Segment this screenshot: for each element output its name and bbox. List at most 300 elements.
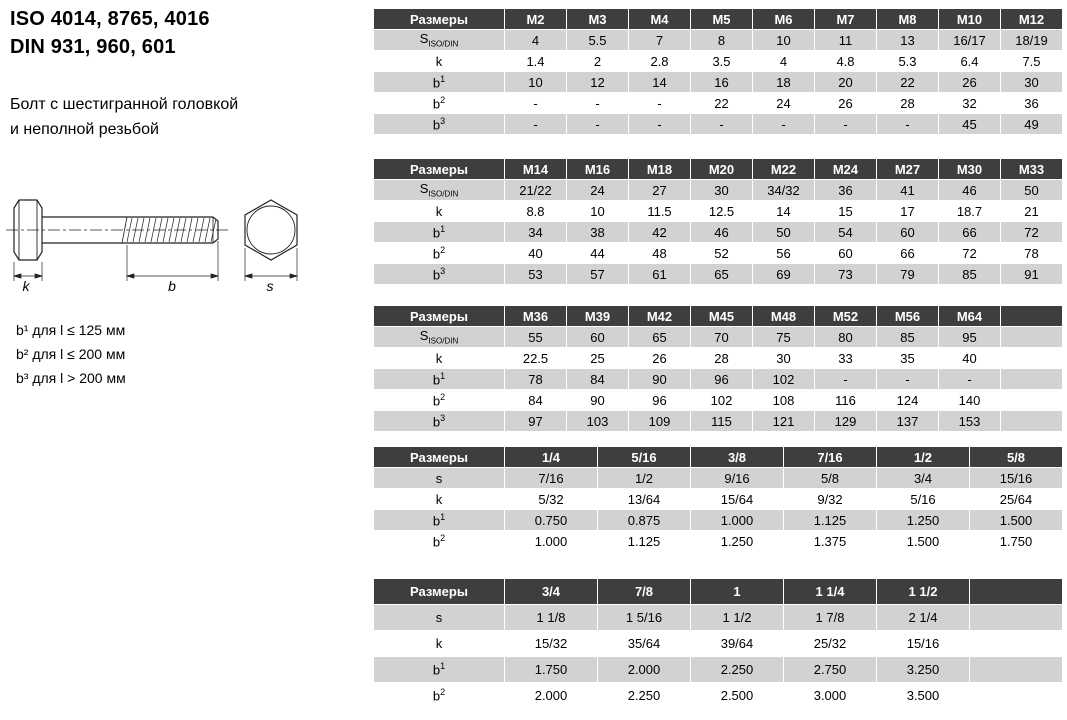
value-cell: 1 1/8 [505, 605, 597, 630]
col-header-3-4: 3/4 [505, 579, 597, 604]
value-cell: - [691, 114, 752, 134]
row-label-s-iso-din: $S_{ISO/DIN}$ [374, 30, 504, 50]
table-row [374, 369, 1062, 389]
value-cell: 124 [877, 390, 938, 410]
table-row [374, 30, 1062, 50]
value-cell: 52 [691, 243, 752, 263]
row-label-b1: $b^1$ [374, 510, 504, 530]
value-cell: 72 [939, 243, 1000, 263]
value-cell: 70 [691, 327, 752, 347]
value-cell: 30 [1001, 72, 1062, 92]
tables-panel [373, 0, 1065, 720]
col-header-m27: M27 [877, 159, 938, 179]
value-cell [1001, 327, 1062, 347]
value-cell: 102 [691, 390, 752, 410]
bolt-side-view [6, 200, 230, 260]
col-header-m18: M18 [629, 159, 690, 179]
row-label-b1: $b^1$ [374, 72, 504, 92]
value-cell: 109 [629, 411, 690, 431]
value-cell: 121 [753, 411, 814, 431]
row-label-b2: $b^2$ [374, 93, 504, 113]
value-cell: 28 [691, 348, 752, 368]
table-row [374, 683, 1062, 708]
value-cell [1001, 369, 1062, 389]
value-cell: 25/32 [784, 631, 876, 656]
value-cell: 72 [1001, 222, 1062, 242]
value-cell: - [505, 93, 566, 113]
value-cell: - [939, 369, 1000, 389]
value-cell: 60 [877, 222, 938, 242]
value-cell: 18.7 [939, 201, 1000, 221]
col-header-m33: M33 [1001, 159, 1062, 179]
row-label-b2: $b^2$ [374, 243, 504, 263]
col-header-m3: M3 [567, 9, 628, 29]
value-cell: 1/2 [598, 468, 690, 488]
product-description [10, 92, 238, 142]
value-cell: 34/32 [753, 180, 814, 200]
value-cell: 50 [753, 222, 814, 242]
value-cell: 53 [505, 264, 566, 284]
value-cell: 15/16 [970, 468, 1062, 488]
row-label-b3: $b^3$ [374, 411, 504, 431]
col-header-7-8: 7/8 [598, 579, 690, 604]
value-cell: 0.875 [598, 510, 690, 530]
left-panel [0, 0, 373, 720]
table-row [374, 510, 1062, 530]
dimension-table-inch-3-4-to-1-1-2 [373, 578, 1063, 709]
value-cell: 96 [691, 369, 752, 389]
value-cell: - [567, 93, 628, 113]
value-cell: 22 [691, 93, 752, 113]
value-cell: 5/16 [877, 489, 969, 509]
col-header-m2: M2 [505, 9, 566, 29]
value-cell: 3.5 [691, 51, 752, 71]
value-cell: 42 [629, 222, 690, 242]
col-header-3-8: 3/8 [691, 447, 783, 467]
value-cell: - [753, 114, 814, 134]
table-row [374, 243, 1062, 263]
value-cell: 5/8 [784, 468, 876, 488]
value-cell: - [629, 114, 690, 134]
value-cell: 15/16 [877, 631, 969, 656]
dim-label-s: s [266, 278, 274, 294]
footnote-b1: b¹ для l ≤ 125 мм [16, 322, 126, 338]
value-cell: 36 [815, 180, 876, 200]
value-cell: 78 [1001, 243, 1062, 263]
value-cell: 4.8 [815, 51, 876, 71]
table-row [374, 222, 1062, 242]
table-row [374, 114, 1062, 134]
table-row [374, 201, 1062, 221]
value-cell: 60 [567, 327, 628, 347]
value-cell: 26 [629, 348, 690, 368]
value-cell: 2.250 [598, 683, 690, 708]
col-header-1-2: 1/2 [877, 447, 969, 467]
value-cell: 24 [753, 93, 814, 113]
value-cell: 20 [815, 72, 876, 92]
table-header-row [374, 306, 1062, 326]
value-cell: 60 [815, 243, 876, 263]
value-cell: 5.3 [877, 51, 938, 71]
row-label-k: k [374, 348, 504, 368]
col-header-empty [1001, 306, 1062, 326]
value-cell: 15/64 [691, 489, 783, 509]
value-cell: 1.000 [505, 531, 597, 551]
value-cell [970, 683, 1062, 708]
value-cell: 41 [877, 180, 938, 200]
value-cell: 153 [939, 411, 1000, 431]
value-cell: 21 [1001, 201, 1062, 221]
product-description-line2: и неполной резьбой [10, 121, 159, 138]
value-cell: - [815, 369, 876, 389]
value-cell: 1.750 [970, 531, 1062, 551]
table-row [374, 468, 1062, 488]
value-cell: 35 [877, 348, 938, 368]
dim-label-b: b [168, 278, 176, 294]
col-header-m22: M22 [753, 159, 814, 179]
col-header-m4: M4 [629, 9, 690, 29]
table-row [374, 489, 1062, 509]
value-cell: 50 [1001, 180, 1062, 200]
value-cell: 45 [939, 114, 1000, 134]
value-cell: 35/64 [598, 631, 690, 656]
footnotes [16, 318, 126, 390]
col-header-m12: M12 [1001, 9, 1062, 29]
value-cell: 13/64 [598, 489, 690, 509]
value-cell: 2.750 [784, 657, 876, 682]
value-cell: 18/19 [1001, 30, 1062, 50]
col-header-m52: M52 [815, 306, 876, 326]
value-cell: 103 [567, 411, 628, 431]
table-row [374, 631, 1062, 656]
row-label-s-iso-din: $S_{ISO/DIN}$ [374, 180, 504, 200]
dimension-table-inch-1-4-to-5-8 [373, 446, 1063, 552]
value-cell: 75 [753, 327, 814, 347]
value-cell [970, 657, 1062, 682]
table-row [374, 327, 1062, 347]
value-cell: 39/64 [691, 631, 783, 656]
value-cell: 8.8 [505, 201, 566, 221]
value-cell: 85 [939, 264, 1000, 284]
col-header-m64: M64 [939, 306, 1000, 326]
table-row [374, 72, 1062, 92]
value-cell: 84 [567, 369, 628, 389]
value-cell: 3.000 [784, 683, 876, 708]
value-cell: 22 [877, 72, 938, 92]
value-cell: 1.4 [505, 51, 566, 71]
value-cell: 85 [877, 327, 938, 347]
table-header-row [374, 159, 1062, 179]
footnote-b3: b³ для l > 200 мм [16, 370, 126, 386]
value-cell: 6.4 [939, 51, 1000, 71]
col-header-m7: M7 [815, 9, 876, 29]
col-header-5-16: 5/16 [598, 447, 690, 467]
value-cell: 78 [505, 369, 566, 389]
col-header-m14: M14 [505, 159, 566, 179]
value-cell [1001, 348, 1062, 368]
bolt-technical-drawing-svg [6, 188, 316, 300]
value-cell: 1.750 [505, 657, 597, 682]
value-cell [1001, 390, 1062, 410]
row-label-k: k [374, 51, 504, 71]
value-cell: 25/64 [970, 489, 1062, 509]
value-cell: 3.500 [877, 683, 969, 708]
value-cell: 1.000 [691, 510, 783, 530]
col-header-m48: M48 [753, 306, 814, 326]
size-column-header: Размеры [374, 159, 504, 179]
value-cell: 40 [939, 348, 1000, 368]
value-cell: 4 [753, 51, 814, 71]
value-cell: 12.5 [691, 201, 752, 221]
value-cell: 80 [815, 327, 876, 347]
value-cell: 1.500 [877, 531, 969, 551]
row-label-k: k [374, 489, 504, 509]
row-label-b3: $b^3$ [374, 114, 504, 134]
value-cell: 65 [629, 327, 690, 347]
value-cell: 26 [939, 72, 1000, 92]
bolt-drawing [6, 188, 316, 305]
col-header-1-1-2: 1 1/2 [877, 579, 969, 604]
value-cell: 28 [877, 93, 938, 113]
value-cell: 33 [815, 348, 876, 368]
dimension-table-metric-m2-m12 [373, 8, 1063, 135]
col-header-m56: M56 [877, 306, 938, 326]
col-header-m16: M16 [567, 159, 628, 179]
table-row [374, 390, 1062, 410]
value-cell: 25 [567, 348, 628, 368]
table-row [374, 411, 1062, 431]
value-cell: 84 [505, 390, 566, 410]
table-row [374, 51, 1062, 71]
row-label-b3: $b^3$ [374, 264, 504, 284]
value-cell: 2 [567, 51, 628, 71]
row-label-b2: $b^2$ [374, 531, 504, 551]
value-cell: 1.125 [784, 510, 876, 530]
value-cell: 55 [505, 327, 566, 347]
value-cell: 10 [753, 30, 814, 50]
dimension-table-metric-m36-m64 [373, 305, 1063, 432]
value-cell: 32 [939, 93, 1000, 113]
value-cell: 129 [815, 411, 876, 431]
value-cell: 49 [1001, 114, 1062, 134]
table-row [374, 531, 1062, 551]
size-column-header: Размеры [374, 306, 504, 326]
row-label-k: k [374, 201, 504, 221]
value-cell: 61 [629, 264, 690, 284]
value-cell: 96 [629, 390, 690, 410]
table-row [374, 180, 1062, 200]
value-cell: 22.5 [505, 348, 566, 368]
value-cell: 56 [753, 243, 814, 263]
value-cell: 11.5 [629, 201, 690, 221]
col-header-m39: M39 [567, 306, 628, 326]
row-label-b1: $b^1$ [374, 222, 504, 242]
value-cell: 27 [629, 180, 690, 200]
value-cell: - [567, 114, 628, 134]
value-cell: 4 [505, 30, 566, 50]
value-cell: 30 [691, 180, 752, 200]
value-cell: 90 [629, 369, 690, 389]
value-cell: 115 [691, 411, 752, 431]
value-cell: 2.000 [598, 657, 690, 682]
col-header-m10: M10 [939, 9, 1000, 29]
value-cell: 1.250 [877, 510, 969, 530]
value-cell: 16/17 [939, 30, 1000, 50]
table-row [374, 264, 1062, 284]
col-header-empty [970, 579, 1062, 604]
value-cell: 26 [815, 93, 876, 113]
value-cell: 10 [505, 72, 566, 92]
value-cell: 69 [753, 264, 814, 284]
row-label-s: s [374, 605, 504, 630]
value-cell: 1.500 [970, 510, 1062, 530]
value-cell: 2.000 [505, 683, 597, 708]
din-standards-line: DIN 931, 960, 601 [10, 36, 176, 58]
row-label-b1: $b^1$ [374, 369, 504, 389]
value-cell: 14 [629, 72, 690, 92]
value-cell: 91 [1001, 264, 1062, 284]
col-header-m36: M36 [505, 306, 566, 326]
value-cell: 140 [939, 390, 1000, 410]
value-cell: 1 5/16 [598, 605, 690, 630]
value-cell: 17 [877, 201, 938, 221]
value-cell: 34 [505, 222, 566, 242]
size-column-header: Размеры [374, 447, 504, 467]
value-cell: 3/4 [877, 468, 969, 488]
value-cell: 5/32 [505, 489, 597, 509]
table-row [374, 657, 1062, 682]
col-header-m30: M30 [939, 159, 1000, 179]
col-header-1: 1 [691, 579, 783, 604]
value-cell: 102 [753, 369, 814, 389]
size-column-header: Размеры [374, 579, 504, 604]
value-cell: 7/16 [505, 468, 597, 488]
value-cell: - [505, 114, 566, 134]
value-cell [970, 605, 1062, 630]
value-cell: - [629, 93, 690, 113]
value-cell: 48 [629, 243, 690, 263]
col-header-m42: M42 [629, 306, 690, 326]
value-cell: 9/16 [691, 468, 783, 488]
value-cell: 137 [877, 411, 938, 431]
value-cell: - [877, 114, 938, 134]
value-cell: 79 [877, 264, 938, 284]
value-cell: 7.5 [1001, 51, 1062, 71]
value-cell: 2.250 [691, 657, 783, 682]
value-cell: 90 [567, 390, 628, 410]
row-label-s-iso-din: $S_{ISO/DIN}$ [374, 327, 504, 347]
value-cell: 7 [629, 30, 690, 50]
value-cell: 40 [505, 243, 566, 263]
value-cell: 38 [567, 222, 628, 242]
col-header-m24: M24 [815, 159, 876, 179]
value-cell: 44 [567, 243, 628, 263]
row-label-s: s [374, 468, 504, 488]
value-cell: 65 [691, 264, 752, 284]
row-label-b2: $b^2$ [374, 390, 504, 410]
col-header-m5: M5 [691, 9, 752, 29]
value-cell: 1.375 [784, 531, 876, 551]
value-cell: 1 7/8 [784, 605, 876, 630]
col-header-1-4: 1/4 [505, 447, 597, 467]
value-cell: 1.250 [691, 531, 783, 551]
table-row [374, 348, 1062, 368]
row-label-b1: $b^1$ [374, 657, 504, 682]
value-cell: 97 [505, 411, 566, 431]
value-cell: 30 [753, 348, 814, 368]
value-cell: 66 [877, 243, 938, 263]
value-cell: 12 [567, 72, 628, 92]
bolt-head-end-view [245, 200, 297, 260]
value-cell: 1 1/2 [691, 605, 783, 630]
col-header-m45: M45 [691, 306, 752, 326]
table-header-row [374, 579, 1062, 604]
value-cell: 16 [691, 72, 752, 92]
col-header-m20: M20 [691, 159, 752, 179]
value-cell: 46 [691, 222, 752, 242]
value-cell: 1.125 [598, 531, 690, 551]
value-cell: - [877, 369, 938, 389]
value-cell: 108 [753, 390, 814, 410]
col-header-7-16: 7/16 [784, 447, 876, 467]
value-cell [970, 631, 1062, 656]
col-header-m6: M6 [753, 9, 814, 29]
table-row [374, 605, 1062, 630]
footnote-b2: b² для l ≤ 200 мм [16, 346, 126, 362]
row-label-b2: $b^2$ [374, 683, 504, 708]
dimension-table-metric-m14-m33 [373, 158, 1063, 285]
value-cell: 11 [815, 30, 876, 50]
value-cell: 21/22 [505, 180, 566, 200]
value-cell: 18 [753, 72, 814, 92]
value-cell: 57 [567, 264, 628, 284]
iso-standards-line: ISO 4014, 8765, 4016 [10, 8, 210, 30]
value-cell: 54 [815, 222, 876, 242]
table-row [374, 93, 1062, 113]
value-cell: 2.500 [691, 683, 783, 708]
col-header-m8: M8 [877, 9, 938, 29]
table-header-row [374, 447, 1062, 467]
row-label-k: k [374, 631, 504, 656]
table-header-row [374, 9, 1062, 29]
value-cell: 95 [939, 327, 1000, 347]
product-description-line1: Болт с шестигранной головкой [10, 96, 239, 113]
value-cell: 14 [753, 201, 814, 221]
value-cell: 36 [1001, 93, 1062, 113]
value-cell: 8 [691, 30, 752, 50]
value-cell: 13 [877, 30, 938, 50]
value-cell: 2.8 [629, 51, 690, 71]
value-cell: 5.5 [567, 30, 628, 50]
value-cell: 15 [815, 201, 876, 221]
value-cell: 73 [815, 264, 876, 284]
value-cell: 9/32 [784, 489, 876, 509]
value-cell: 0.750 [505, 510, 597, 530]
standards-title [10, 5, 210, 61]
value-cell: 116 [815, 390, 876, 410]
value-cell: 66 [939, 222, 1000, 242]
value-cell: 24 [567, 180, 628, 200]
size-column-header: Размеры [374, 9, 504, 29]
value-cell: 15/32 [505, 631, 597, 656]
value-cell: 10 [567, 201, 628, 221]
value-cell: 46 [939, 180, 1000, 200]
value-cell: - [815, 114, 876, 134]
col-header-5-8: 5/8 [970, 447, 1062, 467]
dim-label-k: k [22, 278, 30, 294]
value-cell: 2 1/4 [877, 605, 969, 630]
value-cell: 3.250 [877, 657, 969, 682]
